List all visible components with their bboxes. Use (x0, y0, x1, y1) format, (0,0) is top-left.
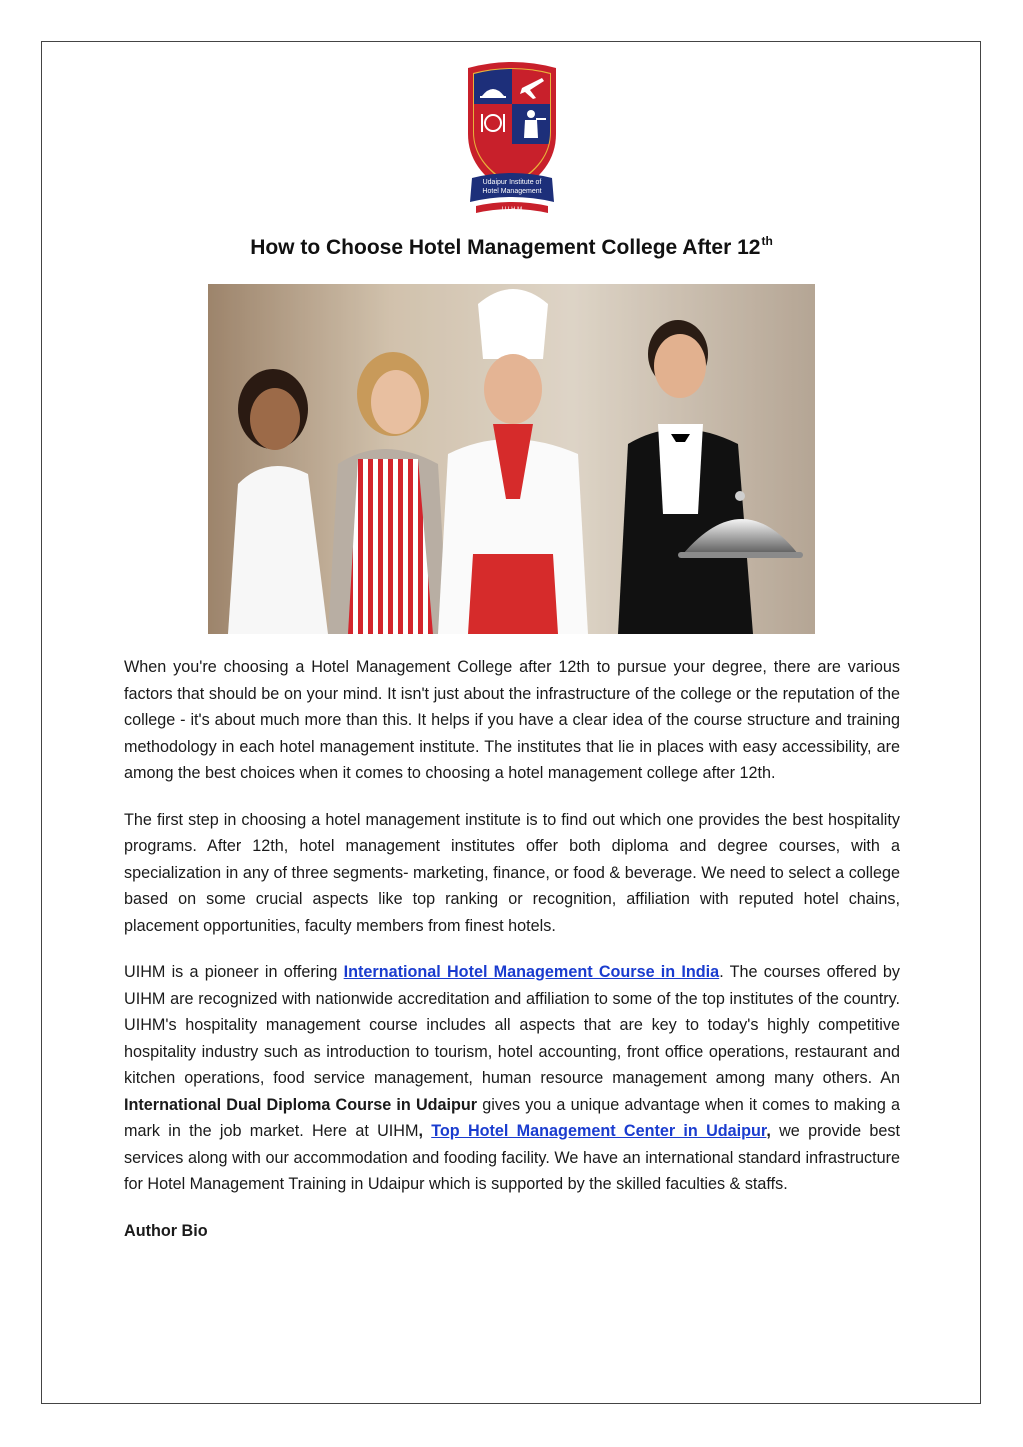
p3-text-4: we provide best services along with our accommodation and fooding facility. We have an international standard infrastructure for Hotel Management Training in Udaipur which is supported by the skilled faculties & staffs. (124, 1122, 901, 1193)
p3-text-2: . The courses offered by UIHM are recognized with nationwide accreditation and affiliation to some of the top institutes of the country. UIHM's hospitality management course includes all aspects that are key to today's highly competitive hospitality industry such as introduction to tourism, hotel accounting, front office operations, restaurant and kitchen operations, food service management, human resource management among many others. An (124, 963, 901, 1087)
author-bio-heading: Author Bio (124, 1221, 208, 1240)
logo-name-line1: Udaipur Institute of (482, 179, 542, 186)
staff-photo-icon (208, 284, 815, 634)
logo-name-line2: Hotel Management (482, 188, 542, 195)
dual-diploma-bold: International Dual Diploma Course in Udaipur (124, 1095, 478, 1114)
title-main: How to Choose Hotel Management College After 12 (250, 236, 761, 259)
title-sup: th (761, 234, 773, 248)
p3-text-3: gives you a unique advantage when it comes to making a mark in the job market. Here at UIHM (124, 1095, 900, 1140)
international-course-link[interactable]: International Hotel Management Course in India (343, 963, 720, 981)
uihm-logo (462, 60, 562, 214)
logo-acronym: U I H M (501, 207, 523, 213)
paragraph-2: The first step in choosing a hotel management institute is to find out which one provides the best hospitality programs. After 12th, hotel management institutes offer both diploma and degree courses, with a specialization in any of three segments- marketing, finance, or food & beverage. We need to select a college based on some crucial aspects like top ranking or recognition, affiliation with reputed hotel chains, placement opportunities, faculty members from finest hotels. (124, 810, 900, 935)
paragraph-1: When you're choosing a Hotel Management College after 12th to pursue your degree, there are various factors that should be on your mind. It isn't just about the infrastructure of the college or the reputation of the college - it's about much more than this. It helps if you have a clear idea of the course structure and training methodology in each hotel management institute. The institutes that lie in places with easy accessibility, are among the best choices when it comes to choosing a hotel management college after 12th. (124, 658, 900, 782)
p3-comma-2: , (766, 1122, 771, 1140)
page-title (0, 234, 1023, 260)
p3-text-1: UIHM is a pioneer in offering (124, 963, 344, 981)
p3-comma-1: , (418, 1122, 432, 1140)
top-hotel-center-link[interactable]: Top Hotel Management Center in Udaipur (431, 1122, 767, 1140)
article-body (124, 654, 900, 1244)
paragraph-3 (124, 959, 900, 1198)
